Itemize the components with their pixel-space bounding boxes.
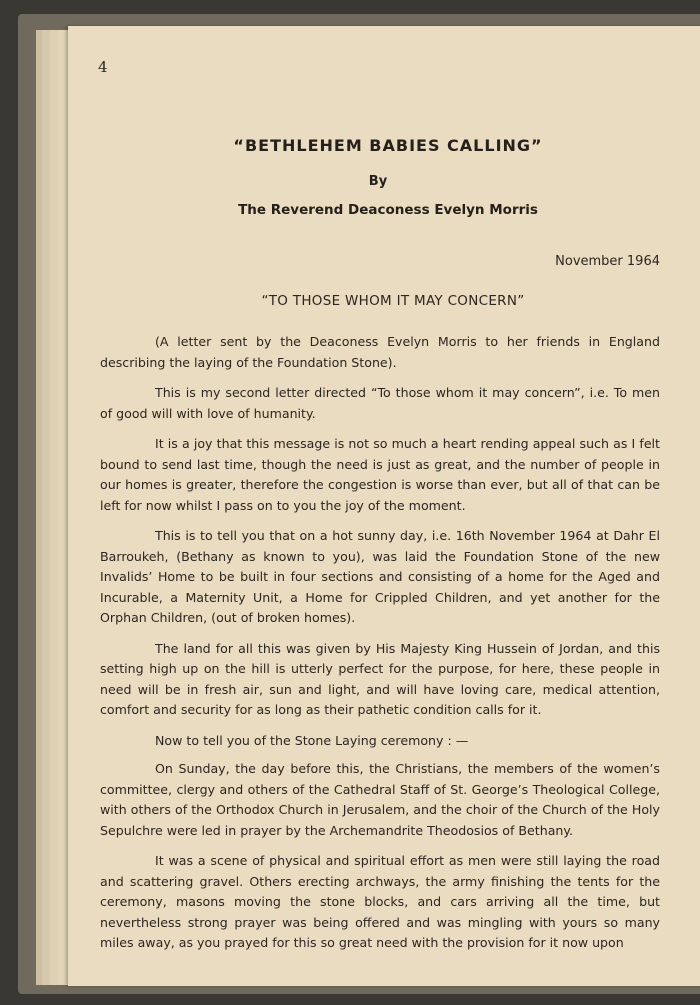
paragraph: The land for all this was given by His Majesty King Hussein of Jordan, and this setting high up on the hill is utterly perfect for the purpose, for here, these people in need will be in fresh air, sun and light, and will have loving care, medical attention, comfort and security for as long as their pathetic condition calls for it. <box>100 640 660 717</box>
byline-label: By <box>368 174 388 189</box>
document-title: “BETHLEHEM BABIES CALLING” <box>233 136 543 155</box>
author-name: The Reverend Deaconess Evelyn Morris <box>238 202 538 218</box>
page-number: 4 <box>98 58 108 76</box>
document-page <box>68 26 700 986</box>
paragraph: It is a joy that this message is not so much a heart rending appeal such as I felt bound to send last time, though the need is just as great, and the number of people in our homes is greater, therefore the congestion is worse than ever, but all of that can be left for now whilst I pass on to you the joy of the moment. <box>100 436 660 513</box>
letter-date: November 1964 <box>555 254 660 269</box>
paragraph: It was a scene of physical and spiritual effort as men were still laying the road and scattering gravel. Others erecting archways, the army finishing the tents for the ceremony, masons moving the stone blocks, and cars arriving all the time, but nevertheless strong prayer was being offered and was mingling with yours so many miles away, as you prayed for this so great need with the provision for it now upon <box>100 853 660 950</box>
paragraph: This is to tell you that on a hot sunny day, i.e. 16th November 1964 at Dahr El Barroukeh, (Bethany as known to you), was laid the Foundation Stone of the new Invalids’ Home to be built in four sections and consisting of a home for the Aged and Incurable, a Maternity Unit, a Home for Crippled Children, and yet another for the Orphan Children, (out of broken homes). <box>100 528 660 625</box>
paragraph: On Sunday, the day before this, the Christians, the members of the women’s committee, clergy and others of the Cathedral Staff of St. George’s Theological College, with others of the Orthodox Church in Jerusalem, and the choir of the Church of the Holy Sepulchre were led in prayer by the Archemandrite Theodosios of Bethany. <box>100 761 660 838</box>
paragraph: This is my second letter directed “To those whom it may concern”, i.e. To men of good will with love of humanity. <box>100 385 660 421</box>
paragraph: Now to tell you of the Stone Laying ceremony : — <box>155 732 469 748</box>
paragraph: (A letter sent by the Deaconess Evelyn Morris to her friends in England describing the laying of the Foundation Stone). <box>100 334 660 370</box>
letter-body <box>100 332 660 964</box>
letter-heading: “TO THOSE WHOM IT MAY CONCERN” <box>261 293 525 309</box>
